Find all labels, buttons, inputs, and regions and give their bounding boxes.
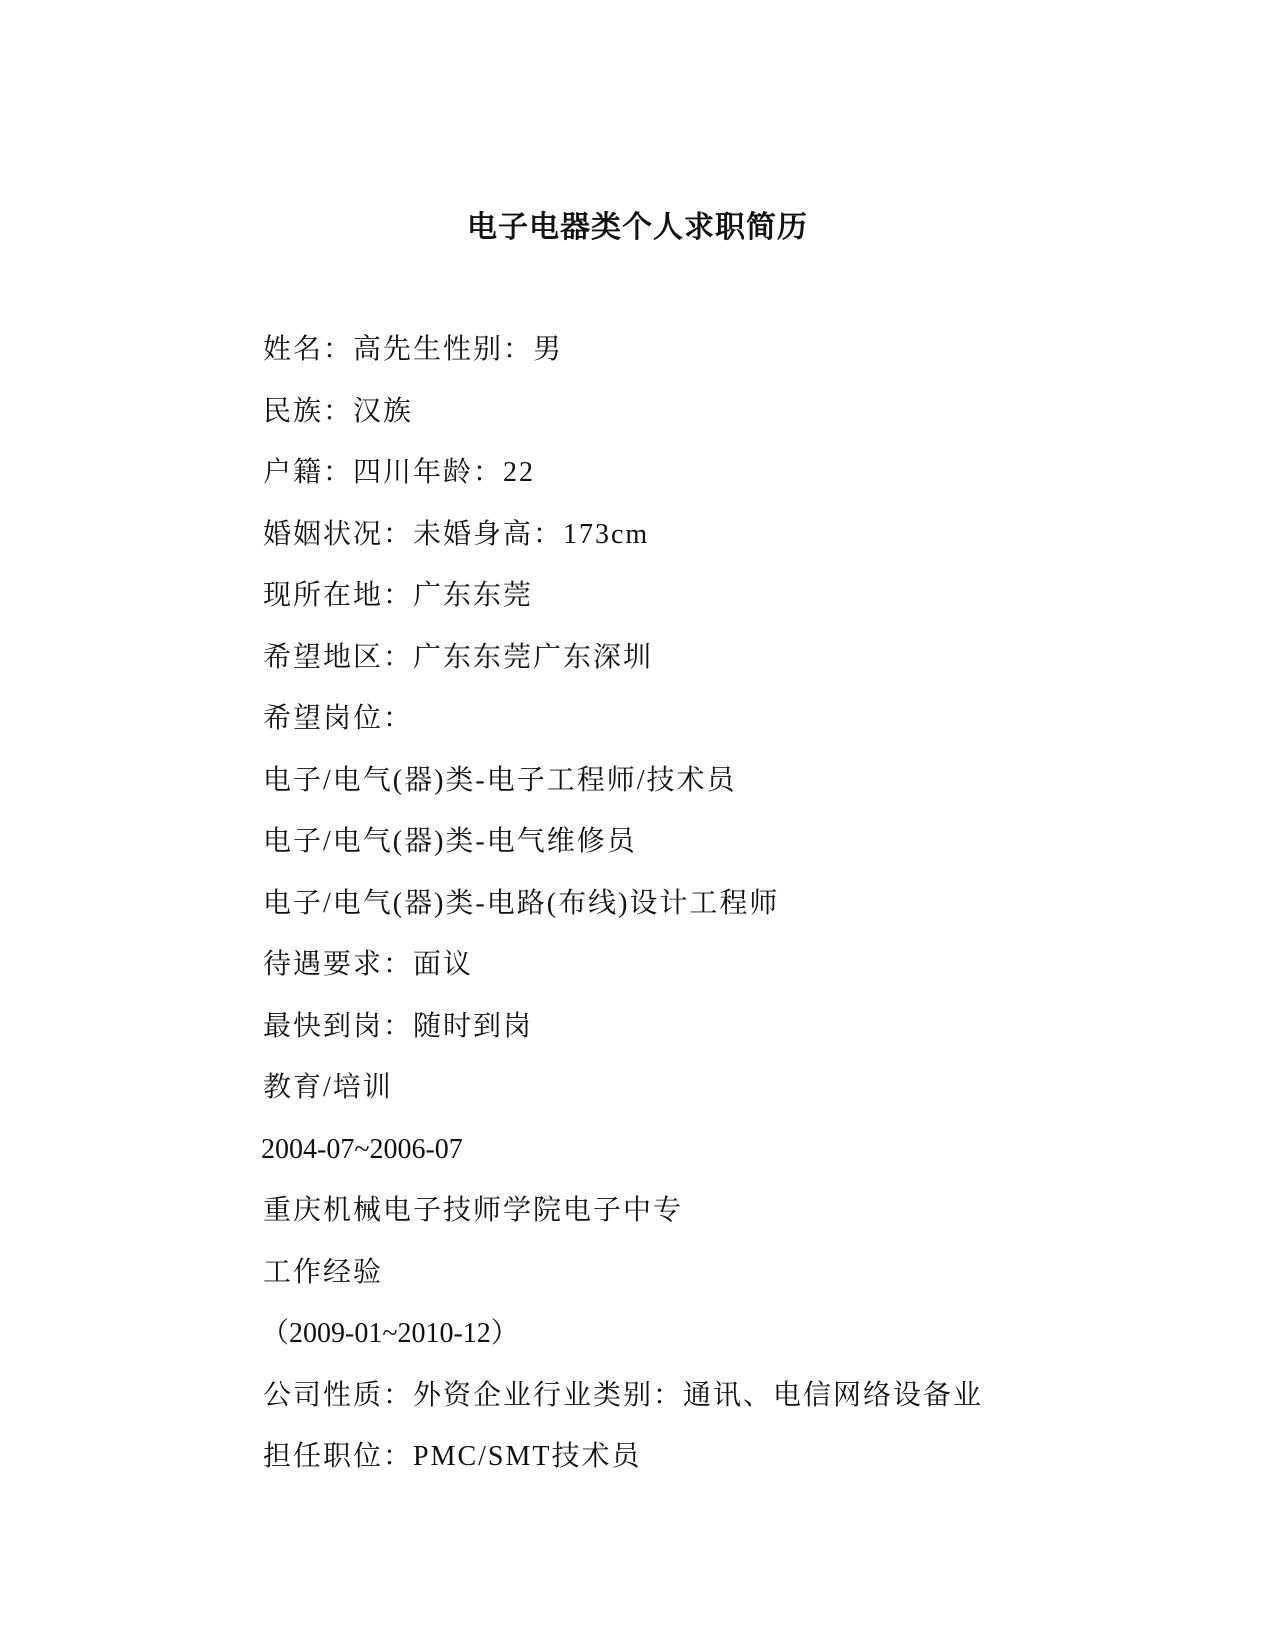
line-name-gender: 姓名：高先生性别：男 <box>263 334 564 365</box>
line-education-dates: 2004-07~2006-07 <box>261 1133 463 1165</box>
line-desired-region: 希望地区：广东东莞广东深圳 <box>263 641 654 673</box>
section-education: 教育/培训 <box>263 1072 393 1103</box>
line-position-3: 电子/电气(器)类-电路(布线)设计工程师 <box>263 887 780 919</box>
document-title: 电子电器类个人求职简历 <box>467 210 808 245</box>
line-job-title: 担任职位：PMC/SMT技术员 <box>263 1441 642 1472</box>
line-work-dates: （2009-01~2010-12） <box>261 1318 519 1349</box>
line-company-industry: 公司性质：外资企业行业类别：通讯、电信网络设备业 <box>263 1379 984 1411</box>
line-ethnicity: 民族：汉族 <box>263 395 414 427</box>
section-work-experience: 工作经验 <box>263 1256 384 1288</box>
line-position-1: 电子/电气(器)类-电子工程师/技术员 <box>263 764 737 796</box>
line-position-2: 电子/电气(器)类-电气维修员 <box>263 826 637 857</box>
line-education-school: 重庆机械电子技师学院电子中专 <box>263 1195 684 1226</box>
line-desired-position-label: 希望岗位： <box>263 703 414 734</box>
line-salary: 待遇要求：面议 <box>263 949 474 980</box>
resume-lines <box>263 330 1023 1499</box>
line-marital-height: 婚姻状况：未婚身高：173cm <box>263 518 650 550</box>
line-household-age: 户籍：四川年龄：22 <box>263 457 536 488</box>
line-current-location: 现所在地：广东东莞 <box>263 580 534 611</box>
line-availability: 最快到岗：随时到岗 <box>263 1010 534 1042</box>
